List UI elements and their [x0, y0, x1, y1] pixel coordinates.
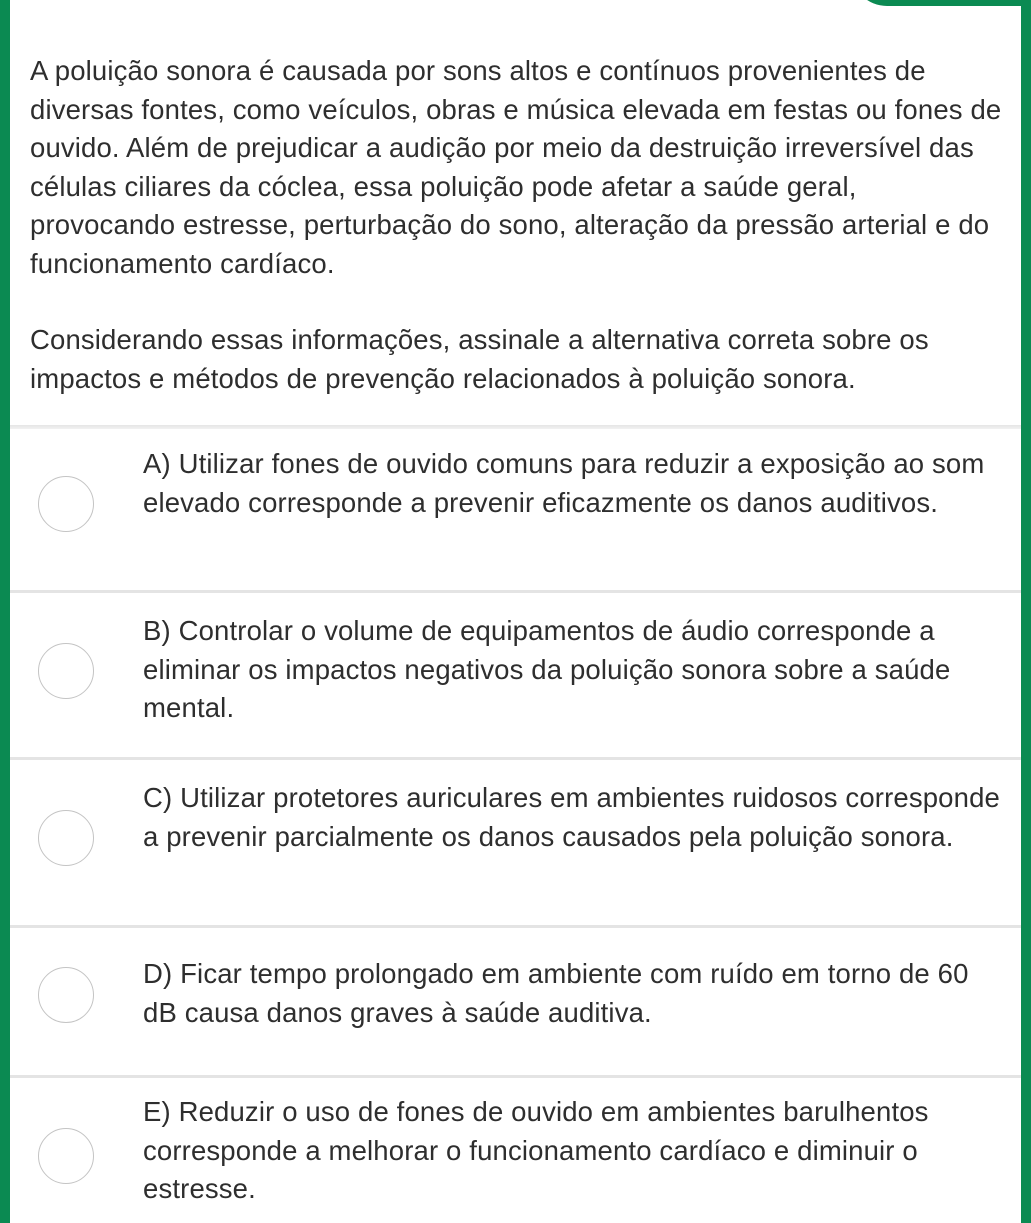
- top-accent-tab: [851, 0, 1021, 6]
- question-prompt: Considerando essas informações, assinale a alternativa correta sobre os impactos e métodos de prevenção relacionados à poluição sonora.: [30, 324, 929, 394]
- question-divider: [10, 425, 1021, 429]
- radio-button-e[interactable]: [38, 1128, 94, 1184]
- question-text: [30, 52, 1005, 398]
- option-e-label: E) Reduzir o uso de fones de ouvido em ambientes barulhentos corresponde a melhorar o funcionamento cardíaco e diminuir o estresse.: [143, 1096, 929, 1204]
- radio-button-d[interactable]: [38, 967, 94, 1023]
- radio-button-c[interactable]: [38, 810, 94, 866]
- question-context: A poluição sonora é causada por sons altos e contínuos provenientes de diversas fontes, como veículos, obras e música elevada em festas ou fones de ouvido. Além de prejudicar a audição por meio da destruição irreversível das células ciliares da cóclea, essa poluição pode afetar a saúde geral, provocando estresse, perturbação do sono, alteração da pressão arterial e do funcionamento cardíaco.: [30, 55, 1002, 279]
- option-a-label: A) Utilizar fones de ouvido comuns para reduzir a exposição ao som elevado corresponde a prevenir eficazmente os danos auditivos.: [143, 448, 985, 518]
- option-c[interactable]: [10, 760, 1021, 925]
- question-card: [10, 0, 1021, 1223]
- radio-button-a[interactable]: [38, 476, 94, 532]
- option-b[interactable]: [10, 593, 1021, 757]
- option-a[interactable]: [10, 443, 1021, 590]
- radio-button-b[interactable]: [38, 643, 94, 699]
- option-d[interactable]: [10, 928, 1021, 1075]
- option-c-label: C) Utilizar protetores auriculares em ambientes ruidosos corresponde a prevenir parcialmente os danos causados pela poluição sonora.: [143, 782, 1000, 852]
- option-d-label: D) Ficar tempo prolongado em ambiente com ruído em torno de 60 dB causa danos graves à saúde auditiva.: [143, 958, 969, 1028]
- option-e[interactable]: [10, 1078, 1021, 1223]
- option-b-label: B) Controlar o volume de equipamentos de áudio corresponde a eliminar os impactos negativos da poluição sonora sobre a saúde mental.: [143, 615, 951, 723]
